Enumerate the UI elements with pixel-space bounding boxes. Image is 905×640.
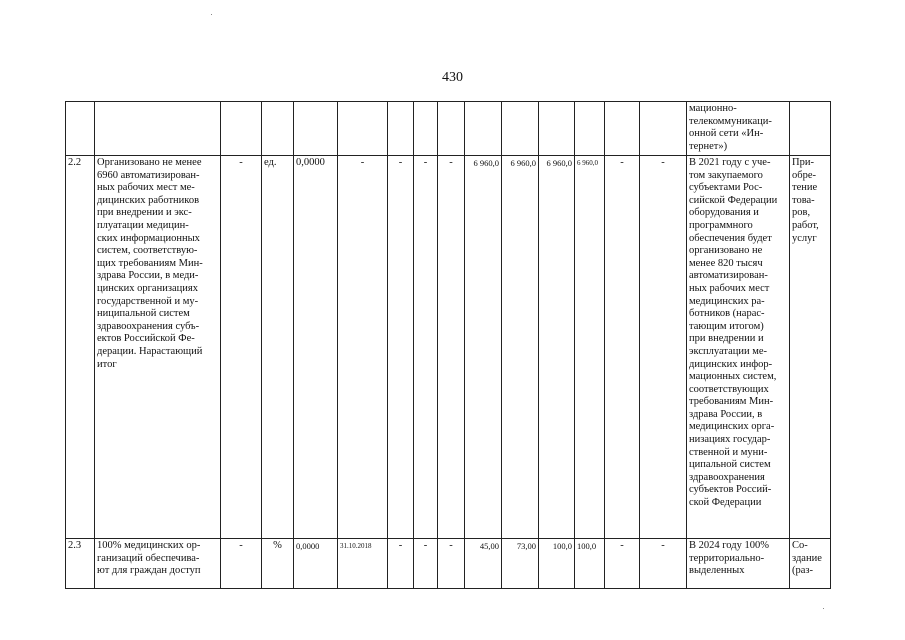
cell-base: 0,0000 [294, 156, 338, 539]
cell-c3: - [221, 156, 262, 539]
cell-y8 [605, 102, 640, 156]
cell-y5 [502, 102, 539, 156]
cell-c3 [221, 102, 262, 156]
cell-y3: - [438, 539, 465, 589]
cell-y2 [414, 102, 438, 156]
cell-y8: - [605, 156, 640, 539]
cell-y6: 100,0 [539, 539, 575, 589]
cell-y1: - [388, 156, 414, 539]
cell-num [66, 102, 95, 156]
cell-y4: 45,00 [465, 539, 502, 589]
cell-y1: - [388, 539, 414, 589]
cell-base [294, 102, 338, 156]
cell-y9: - [640, 539, 687, 589]
page-number: 430 [442, 70, 463, 85]
cell-y6 [539, 102, 575, 156]
cell-y6: 6 960,0 [539, 156, 575, 539]
table-row-2-2 [66, 156, 831, 539]
cell-base: 0,0000 [294, 539, 338, 589]
cell-y4 [465, 102, 502, 156]
cell-date: 31.10.2018 [338, 539, 388, 589]
table-row-2-3 [66, 539, 831, 589]
cell-y9 [640, 102, 687, 156]
cell-y2: - [414, 539, 438, 589]
cell-y9: - [640, 156, 687, 539]
cell-name [95, 102, 221, 156]
cell-y5: 73,00 [502, 539, 539, 589]
cell-description: В 2024 году 100% территориально- выделенных [687, 539, 790, 589]
cell-y1 [388, 102, 414, 156]
cell-description: В 2021 году с уче- том закупаемого субъектами Рос- сийской Федерации оборудования и программного обеспечения будет организовано не менее 820 тысяч автоматизирован- ных рабочих мест медицинских ра- ботников (нарас- тающим итогом) при внедрении и эксплуатации ме- дицинских инфор- мационных систем, соответствующих требованиям Мин- здрава России, в медицинских орга- низациях государ- ственной и муни- ципальной систем здравоохранения субъектов Россий- ской Федерации [687, 156, 790, 539]
scan-speck [211, 14, 212, 15]
cell-date [338, 102, 388, 156]
cell-type [790, 102, 831, 156]
cell-type: Со- здание (раз- [790, 539, 831, 589]
cell-y5: 6 960,0 [502, 156, 539, 539]
cell-y2: - [414, 156, 438, 539]
cell-y7: 100,0 [575, 539, 605, 589]
results-table [65, 101, 831, 589]
cell-y7: 6 960,0 [575, 156, 605, 539]
cell-type: При- обре- тение това- ров, работ, услуг [790, 156, 831, 539]
cell-y7 [575, 102, 605, 156]
cell-unit: % [262, 539, 294, 589]
cell-y3: - [438, 156, 465, 539]
table-row-continuation [66, 102, 831, 156]
cell-c3: - [221, 539, 262, 589]
cell-description: мационно- телекоммуникаци- онной сети «Ин- тернет») [687, 102, 790, 156]
cell-y3 [438, 102, 465, 156]
cell-name: Организовано не менее 6960 автоматизирован- ных рабочих мест ме- дицинских работников при внедрении и экс- плуатации медицин- ских информационных систем, соответствую- щих требованиям Мин- здрава России, в меди- цинских организациях государственной и му- ниципальной систем здравоохранения субъ- ектов Российской Фе- дерации. Нарастающий итог [95, 156, 221, 539]
cell-y4: 6 960,0 [465, 156, 502, 539]
cell-unit: ед. [262, 156, 294, 539]
cell-num: 2.2 [66, 156, 95, 539]
cell-num: 2.3 [66, 539, 95, 589]
cell-y8: - [605, 539, 640, 589]
cell-name: 100% медицинских ор- ганизаций обеспечива- ют для граждан доступ [95, 539, 221, 589]
scan-speck [823, 608, 824, 609]
cell-date: - [338, 156, 388, 539]
cell-unit [262, 102, 294, 156]
